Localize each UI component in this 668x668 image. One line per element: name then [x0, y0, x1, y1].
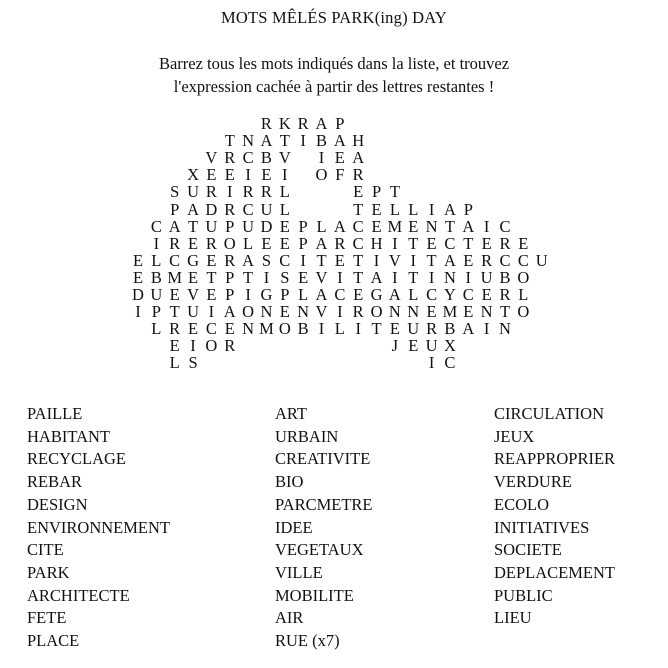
grid-letter: T	[353, 199, 364, 219]
word-list-item: DESIGN	[27, 494, 88, 514]
grid-letter: C	[499, 216, 511, 236]
grid-letter: B	[444, 319, 456, 339]
grid-letter: E	[408, 336, 419, 356]
grid-letter: I	[282, 165, 288, 185]
grid-letter: U	[187, 182, 199, 202]
grid-letter: T	[408, 267, 419, 287]
grid-letter: R	[169, 319, 181, 339]
grid-letter: E	[334, 250, 345, 270]
grid-letter: C	[517, 250, 529, 270]
grid-letter: N	[499, 319, 511, 339]
word-list-item: AIR	[275, 608, 304, 628]
grid-letter: I	[153, 233, 160, 253]
grid-letter: P	[225, 216, 235, 236]
grid-letter: T	[389, 182, 400, 202]
grid-letter: V	[315, 302, 328, 322]
grid-letter: P	[225, 267, 235, 287]
grid-letter: A	[315, 114, 328, 133]
grid-letter: E	[206, 285, 217, 304]
grid-letter: P	[151, 302, 161, 322]
word-list-item: VERDURE	[494, 472, 572, 492]
grid-letter: R	[260, 182, 272, 202]
grid-letter: I	[483, 216, 490, 236]
grid-letter: B	[499, 267, 511, 287]
grid-letter: C	[499, 250, 511, 270]
grid-letter: G	[260, 285, 273, 304]
word-list-item: DEPLACEMENT	[494, 562, 615, 582]
grid-letter: E	[261, 165, 272, 185]
grid-letter: C	[242, 199, 254, 219]
grid-letter: I	[428, 353, 435, 373]
grid-letter: P	[371, 182, 382, 202]
grid-letter: E	[389, 319, 400, 339]
grid-letter: X	[187, 165, 199, 185]
grid-letter: X	[443, 336, 456, 356]
grid-letter: U	[205, 216, 218, 236]
grid-letter: I	[190, 336, 196, 356]
grid-letter: E	[188, 233, 199, 253]
grid-letter: R	[334, 233, 346, 253]
grid-letter: C	[462, 285, 474, 304]
grid-letter: B	[150, 267, 162, 287]
grid-letter: O	[315, 165, 328, 185]
grid-letter: H	[370, 233, 383, 253]
grid-letter: C	[444, 353, 456, 373]
word-list-item: RUE (x7)	[275, 631, 340, 650]
grid-letter: U	[425, 336, 438, 356]
grid-letter: V	[315, 267, 328, 287]
grid-letter: U	[535, 250, 548, 270]
grid-letter: E	[188, 267, 199, 287]
grid-letter: A	[260, 131, 273, 151]
word-list-item: VILLE	[275, 562, 323, 582]
word-list-item: REAPPROPRIER	[494, 449, 616, 469]
word-list-item: JEUX	[494, 426, 535, 446]
grid-letter: N	[242, 319, 255, 339]
word-list-item: REBAR	[27, 472, 83, 492]
word-list-item: SOCIETE	[494, 540, 562, 560]
word-list-item: PARCMETRE	[275, 494, 373, 514]
grid-letter: R	[426, 319, 438, 339]
grid-letter: L	[298, 285, 309, 304]
grid-letter: I	[300, 250, 306, 270]
grid-letter: E	[463, 250, 474, 270]
grid-letter: U	[260, 199, 273, 219]
grid-letter: I	[318, 148, 325, 168]
grid-letter: O	[517, 267, 530, 287]
grid-letter: C	[426, 285, 438, 304]
grid-letter: A	[187, 199, 199, 219]
grid-letter: T	[444, 216, 455, 236]
grid-letter: E	[132, 250, 144, 270]
grid-letter: E	[371, 199, 382, 219]
grid-letter: R	[205, 182, 217, 202]
grid-letter: D	[205, 199, 218, 219]
instructions-line-1: Barrez tous les mots indiqués dans la liste, et trouvez	[158, 54, 510, 73]
grid-letter: R	[169, 233, 181, 253]
grid-letter: O	[242, 302, 255, 322]
grid-letter: T	[206, 267, 217, 287]
grid-letter: E	[279, 216, 290, 236]
grid-letter: E	[279, 233, 290, 253]
grid-letter: R	[242, 182, 254, 202]
grid-letter: R	[224, 250, 236, 270]
grid-letter: E	[481, 285, 492, 304]
grid-letter: I	[245, 165, 251, 185]
grid-letter: G	[370, 285, 383, 304]
grid-letter: T	[188, 216, 199, 236]
grid-letter: A	[388, 285, 401, 304]
grid-letter: A	[315, 233, 328, 253]
grid-letter: T	[316, 250, 327, 270]
grid-letter: L	[151, 250, 162, 270]
word-list-item: VEGETAUX	[275, 540, 364, 560]
word-list-item: IDEE	[275, 517, 313, 537]
grid-letter: T	[371, 319, 382, 339]
grid-letter: I	[428, 267, 435, 287]
grid-letter: R	[481, 250, 493, 270]
grid-letter: R	[499, 233, 511, 253]
grid-letter: U	[480, 267, 493, 287]
grid-letter: T	[243, 267, 254, 287]
grid-letter: E	[426, 302, 437, 322]
word-list-item: CREATIVITE	[275, 449, 371, 469]
grid-letter: R	[224, 148, 236, 168]
grid-letter: C	[150, 216, 162, 236]
grid-letter: L	[316, 216, 327, 236]
grid-letter: E	[188, 319, 199, 339]
word-list-item: ARCHITECTE	[27, 585, 130, 605]
word-list-item: PAILLE	[27, 404, 83, 423]
grid-letter: A	[315, 285, 328, 304]
grid-letter: I	[483, 319, 490, 339]
grid-letter: E	[481, 233, 492, 253]
grid-letter: C	[444, 233, 456, 253]
grid-letter: N	[260, 302, 273, 322]
grid-letter: L	[408, 285, 419, 304]
grid-letter: U	[242, 216, 255, 236]
word-list-item: PARK	[27, 562, 70, 582]
word-list-item: PLACE	[27, 631, 80, 650]
grid-letter: T	[353, 250, 364, 270]
word-list-item: HABITANT	[27, 426, 110, 446]
grid-letter: E	[353, 285, 364, 304]
grid-letter: B	[260, 148, 272, 168]
grid-letter: M	[167, 267, 183, 287]
grid-letter: A	[223, 302, 236, 322]
grid-letter: N	[407, 302, 420, 322]
grid-letter: P	[298, 216, 308, 236]
grid-letter: I	[318, 319, 325, 339]
grid-letter: A	[333, 216, 346, 236]
grid-letter: P	[280, 285, 290, 304]
grid-letter: T	[426, 250, 437, 270]
grid-letter: A	[462, 216, 475, 236]
grid-letter: A	[352, 148, 365, 168]
grid-letter: O	[278, 319, 291, 339]
grid-letter: P	[463, 199, 473, 219]
grid-letter: E	[224, 165, 235, 185]
grid-letter: F	[335, 165, 345, 185]
grid-letter: I	[410, 250, 416, 270]
grid-letter: S	[188, 353, 198, 373]
word-list-item: LIEU	[494, 608, 532, 628]
grid-letter: J	[391, 336, 399, 356]
word-list-item: ART	[275, 404, 308, 423]
grid-letter: I	[392, 233, 398, 253]
grid-letter: V	[388, 250, 401, 270]
grid-letter: I	[245, 285, 251, 304]
grid-letter: R	[297, 114, 309, 133]
grid-letter: L	[279, 182, 290, 202]
grid-letter: N	[242, 131, 255, 151]
grid-letter: E	[261, 233, 272, 253]
grid-letter: S	[261, 250, 272, 270]
word-list-item: ECOLO	[494, 494, 549, 514]
grid-letter: P	[298, 233, 308, 253]
grid-letter: C	[169, 250, 181, 270]
grid-letter: B	[297, 319, 309, 339]
grid-letter: P	[225, 285, 235, 304]
grid-letter: L	[151, 319, 162, 339]
grid-letter: E	[371, 216, 382, 236]
grid-letter: E	[426, 233, 437, 253]
grid-letter: L	[243, 233, 254, 253]
grid-letter: G	[187, 250, 199, 270]
grid-letter: L	[169, 353, 180, 373]
word-list-item: BIO	[275, 472, 304, 492]
grid-letter: O	[517, 302, 530, 322]
grid-letter: N	[297, 302, 310, 322]
grid-letter: I	[355, 319, 361, 339]
grid-letter: R	[224, 199, 236, 219]
grid-letter: E	[353, 182, 364, 202]
grid-letter: M	[259, 319, 274, 339]
word-list-item: INITIATIVES	[494, 517, 590, 537]
grid-letter: C	[242, 148, 254, 168]
grid-letter: C	[352, 233, 364, 253]
grid-letter: L	[279, 199, 290, 219]
grid-letter: A	[462, 319, 475, 339]
grid-letter: R	[205, 233, 217, 253]
grid-letter: C	[352, 216, 364, 236]
word-list-item: ENVIRONNEMENT	[27, 517, 170, 537]
grid-letter: A	[443, 199, 456, 219]
grid-letter: P	[335, 114, 345, 133]
grid-letter: V	[278, 148, 291, 168]
grid-letter: I	[392, 267, 398, 287]
grid-letter: B	[315, 131, 327, 151]
grid-letter: T	[279, 131, 290, 151]
grid-letter: E	[298, 267, 309, 287]
grid-letter: V	[205, 148, 218, 168]
grid-letter: I	[373, 250, 380, 270]
grid-letter: E	[408, 216, 419, 236]
page-title: MOTS MÊLÉS PARK(ing) DAY	[221, 8, 447, 27]
grid-letter: I	[263, 267, 270, 287]
grid-letter: L	[389, 199, 400, 219]
grid-letter: A	[333, 131, 346, 151]
grid-letter: O	[370, 302, 383, 322]
grid-letter: I	[337, 267, 343, 287]
word-list-item: PUBLIC	[494, 585, 553, 605]
grid-letter: O	[223, 233, 236, 253]
grid-letter: E	[334, 148, 345, 168]
grid-letter: Y	[443, 285, 456, 304]
grid-letter: R	[499, 285, 511, 304]
grid-letter: E	[518, 233, 529, 253]
grid-letter: K	[278, 114, 291, 133]
grid-letter: E	[169, 336, 180, 356]
grid-letter: C	[334, 285, 346, 304]
grid-letter: E	[224, 319, 235, 339]
grid-letter: N	[443, 267, 456, 287]
word-list-item: URBAIN	[275, 426, 339, 446]
grid-letter: I	[428, 199, 435, 219]
grid-letter: V	[187, 285, 199, 304]
grid-letter: T	[463, 233, 474, 253]
grid-letter: A	[370, 267, 383, 287]
grid-letter: E	[279, 302, 290, 322]
grid-letter: E	[169, 285, 180, 304]
grid-letter: T	[353, 267, 364, 287]
grid-letter: R	[224, 336, 236, 356]
grid-letter: D	[132, 285, 144, 304]
grid-letter: N	[425, 216, 438, 236]
grid-letter: I	[300, 131, 306, 151]
grid-letter: L	[408, 199, 419, 219]
grid-letter: M	[387, 216, 403, 236]
grid-letter: D	[260, 216, 273, 236]
grid-letter: U	[187, 302, 199, 322]
grid-letter: U	[407, 319, 420, 339]
grid-letter: I	[135, 302, 141, 322]
grid-letter: E	[206, 165, 217, 185]
grid-letter: A	[242, 250, 255, 270]
instructions-line-2: l'expression cachée à partir des lettres restantes !	[173, 77, 495, 96]
grid-letter: C	[279, 250, 291, 270]
grid-letter: I	[208, 302, 215, 322]
word-list-item: RECYCLAGE	[27, 449, 126, 469]
grid-letter: L	[334, 319, 345, 339]
grid-letter: R	[352, 302, 364, 322]
grid-letter: N	[480, 302, 493, 322]
grid-letter: I	[337, 302, 343, 322]
grid-letter: I	[227, 182, 233, 202]
grid-letter: P	[170, 199, 180, 219]
grid-letter: T	[224, 131, 235, 151]
grid-letter: E	[132, 267, 144, 287]
grid-letter: R	[352, 165, 364, 185]
grid-letter: H	[352, 131, 365, 151]
grid-letter: I	[465, 267, 472, 287]
word-list-item: CIRCULATION	[494, 404, 604, 423]
grid-letter: O	[205, 336, 218, 356]
grid-letter: U	[150, 285, 163, 304]
grid-letter: T	[408, 233, 419, 253]
grid-letter: S	[280, 267, 290, 287]
word-list-item: FETE	[27, 608, 67, 628]
grid-letter: T	[169, 302, 180, 322]
word-list-item: MOBILITE	[275, 585, 354, 605]
grid-letter: A	[168, 216, 181, 236]
grid-letter: E	[206, 250, 217, 270]
grid-letter: N	[388, 302, 401, 322]
grid-letter: E	[463, 302, 474, 322]
grid-letter: A	[443, 250, 456, 270]
word-list-item: CITE	[27, 540, 64, 560]
grid-letter: L	[518, 285, 529, 304]
grid-letter: R	[260, 114, 272, 133]
grid-letter: M	[442, 302, 458, 322]
grid-letter: T	[499, 302, 511, 322]
grid-letter: C	[205, 319, 217, 339]
grid-letter: S	[170, 182, 180, 202]
